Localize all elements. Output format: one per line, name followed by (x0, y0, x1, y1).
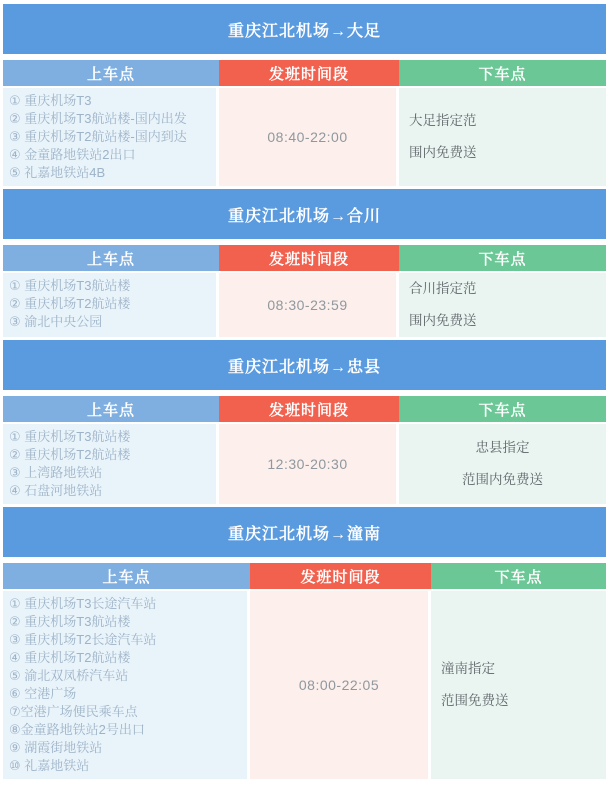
route-title: 重庆江北机场→忠县 (3, 340, 606, 390)
pickup-point: ⑧金童路地铁站2号出口 (9, 722, 145, 737)
column-header-time: 发班时间段 (250, 563, 431, 589)
route-title: 重庆江北机场→大足 (3, 4, 606, 54)
dropoff-line: 围内免费送 (409, 145, 477, 160)
dropoff-line: 范围内免费送 (462, 472, 543, 487)
pickup-point: ⑦空港广场便民乘车点 (9, 704, 138, 719)
route-section-hechuan (3, 189, 606, 337)
column-header-row (3, 396, 606, 422)
pickup-point: ③ 渝北中央公园 (9, 314, 103, 329)
dropoff-line: 大足指定范 (409, 113, 477, 128)
column-header-row (3, 60, 606, 86)
column-header-dropoff: 下车点 (399, 60, 606, 86)
dropoff-cell (399, 88, 606, 186)
column-header-pickup: 上车点 (3, 245, 219, 271)
column-header-row (3, 563, 606, 589)
dropoff-cell (431, 591, 606, 779)
dropoff-line: 合川指定范 (409, 281, 477, 296)
column-header-dropoff: 下车点 (399, 245, 606, 271)
pickup-point: ⑨ 湖霞街地铁站 (9, 740, 103, 755)
dropoff-cell (399, 424, 606, 504)
column-header-pickup: 上车点 (3, 396, 219, 422)
column-header-time: 发班时间段 (219, 245, 399, 271)
pickup-point: ④ 重庆机场T2航站楼 (9, 650, 131, 665)
route-title: 重庆江北机场→合川 (3, 189, 606, 239)
dropoff-line: 范围免费送 (441, 693, 509, 708)
route-body-row (3, 424, 606, 504)
dropoff-line: 围内免费送 (409, 313, 477, 328)
pickup-point: ⑥ 空港广场 (9, 686, 77, 701)
time-range-cell: 08:30-23:59 (219, 273, 399, 337)
time-range-cell: 08:00-22:05 (250, 591, 431, 779)
route-title: 重庆江北机场→潼南 (3, 507, 606, 557)
pickup-point: ⑤ 礼嘉地铁站4B (9, 165, 106, 180)
route-section-dazu (3, 4, 606, 186)
pickup-point: ① 重庆机场T3 (9, 93, 92, 108)
column-header-time: 发班时间段 (219, 60, 399, 86)
pickup-point: ② 重庆机场T3航站楼-国内出发 (9, 111, 187, 126)
pickup-points-cell (3, 273, 219, 337)
dropoff-line: 忠县指定 (475, 440, 530, 455)
pickup-point: ① 重庆机场T3航站楼 (9, 429, 131, 444)
pickup-point: ② 重庆机场T2航站楼 (9, 296, 131, 311)
route-body-row (3, 88, 606, 186)
pickup-point: ① 重庆机场T3航站楼 (9, 278, 131, 293)
dropoff-cell (399, 273, 606, 337)
pickup-point: ② 重庆机场T3航站楼 (9, 614, 131, 629)
column-header-dropoff: 下车点 (399, 396, 606, 422)
pickup-point: ② 重庆机场T2航站楼 (9, 447, 131, 462)
pickup-points-cell (3, 88, 219, 186)
pickup-points-cell (3, 424, 219, 504)
pickup-points-cell (3, 591, 250, 779)
route-body-row (3, 273, 606, 337)
column-header-time: 发班时间段 (219, 396, 399, 422)
column-header-pickup: 上车点 (3, 60, 219, 86)
column-header-dropoff: 下车点 (431, 563, 606, 589)
pickup-point: ⑩ 礼嘉地铁站 (9, 758, 90, 773)
route-body-row (3, 591, 606, 779)
route-section-tongnan (3, 507, 606, 779)
pickup-point: ① 重庆机场T3长途汽车站 (9, 596, 157, 611)
column-header-row (3, 245, 606, 271)
pickup-point: ③ 重庆机场T2航站楼-国内到达 (9, 129, 187, 144)
column-header-pickup: 上车点 (3, 563, 250, 589)
pickup-point: ⑤ 渝北双凤桥汽车站 (9, 668, 129, 683)
route-section-zhongxian (3, 340, 606, 504)
pickup-point: ③ 重庆机场T2长途汽车站 (9, 632, 157, 647)
pickup-point: ③ 上湾路地铁站 (9, 465, 103, 480)
time-range-cell: 12:30-20:30 (219, 424, 399, 504)
pickup-point: ④ 石盘河地铁站 (9, 483, 103, 498)
dropoff-line: 潼南指定 (441, 661, 495, 676)
time-range-cell: 08:40-22:00 (219, 88, 399, 186)
pickup-point: ④ 金童路地铁站2出口 (9, 147, 136, 162)
